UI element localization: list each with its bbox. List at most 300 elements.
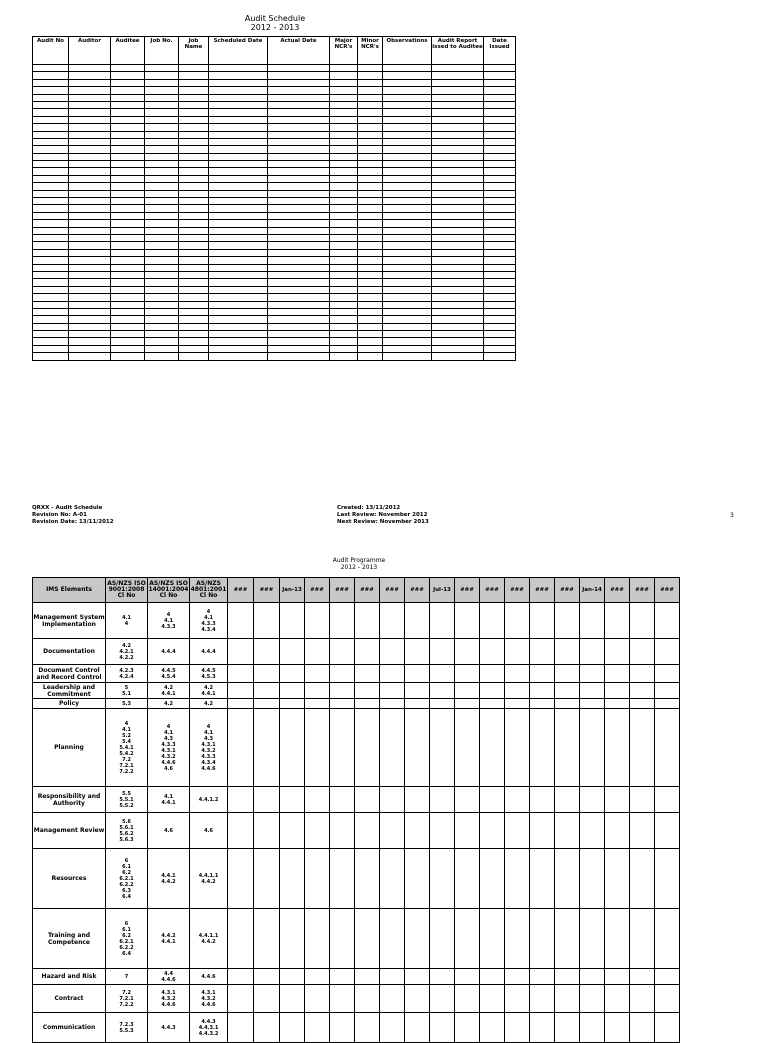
schedule-cell <box>330 116 358 123</box>
month-cell <box>505 813 530 849</box>
schedule-cell <box>209 264 268 271</box>
schedule-cell <box>268 116 330 123</box>
schedule-cell <box>179 264 209 271</box>
month-cell <box>280 1013 305 1043</box>
schedule-cell <box>268 234 330 241</box>
month-cell <box>505 849 530 909</box>
schedule-cell <box>179 94 209 101</box>
schedule-cell <box>268 294 330 301</box>
schedule-cell <box>484 87 516 94</box>
schedule-cell <box>145 94 179 101</box>
schedule-cell <box>484 353 516 360</box>
schedule-cell <box>209 294 268 301</box>
ims-element-cell: Contract <box>33 985 106 1013</box>
schedule-cell <box>268 109 330 116</box>
footer-last-review: Last Review: November 2012 <box>337 512 428 518</box>
schedule-cell <box>209 161 268 168</box>
schedule-cell <box>432 168 484 175</box>
schedule-cell <box>268 146 330 153</box>
schedule-cell <box>358 146 383 153</box>
month-cell <box>254 709 280 787</box>
schedule-row <box>33 257 516 264</box>
month-cell <box>280 665 305 683</box>
month-cell <box>305 709 330 787</box>
month-cell <box>580 603 605 639</box>
schedule-cell <box>111 109 145 116</box>
schedule-cell <box>209 101 268 108</box>
month-cell <box>405 909 430 969</box>
schedule-row <box>33 220 516 227</box>
schedule-cell <box>358 101 383 108</box>
month-cell <box>254 699 280 709</box>
schedule-cell <box>33 323 69 330</box>
schedule-cell <box>432 249 484 256</box>
month-cell <box>530 969 555 985</box>
schedule-cell <box>69 294 111 301</box>
schedule-cell <box>358 161 383 168</box>
month-cell <box>505 909 530 969</box>
schedule-cell <box>145 249 179 256</box>
schedule-cell <box>111 286 145 293</box>
iso-14001-clause-cell: 4 4.1 4.3.3 <box>148 603 190 639</box>
month-cell <box>555 683 580 699</box>
schedule-cell <box>209 331 268 338</box>
schedule-cell <box>358 131 383 138</box>
schedule-cell <box>383 101 432 108</box>
schedule-cell <box>69 138 111 145</box>
schedule-cell <box>268 87 330 94</box>
schedule-cell <box>145 353 179 360</box>
month-cell <box>228 683 254 699</box>
schedule-cell <box>268 168 330 175</box>
month-header-cell: ### <box>455 578 480 603</box>
month-cell <box>605 603 630 639</box>
iso-14001-clause-cell: 4.4.1 4.4.2 <box>148 849 190 909</box>
programme-row <box>33 787 680 813</box>
schedule-cell <box>358 345 383 352</box>
schedule-cell <box>330 242 358 249</box>
schedule-header-cell: Date Issued <box>484 37 516 65</box>
schedule-cell <box>69 183 111 190</box>
schedule-cell <box>179 101 209 108</box>
month-cell <box>405 969 430 985</box>
programme-row <box>33 639 680 665</box>
schedule-cell <box>145 101 179 108</box>
month-cell <box>330 969 355 985</box>
schedule-cell <box>69 79 111 86</box>
month-cell <box>280 787 305 813</box>
schedule-cell <box>330 234 358 241</box>
schedule-cell <box>383 161 432 168</box>
schedule-cell <box>209 94 268 101</box>
schedule-cell <box>358 301 383 308</box>
month-cell <box>405 603 430 639</box>
schedule-cell <box>209 65 268 72</box>
schedule-cell <box>432 308 484 315</box>
month-cell <box>555 787 580 813</box>
ims-element-cell: Leadership and Commitment <box>33 683 106 699</box>
header-iso-9001: AS/NZS ISO 9001:2008 Cl No <box>106 578 148 603</box>
schedule-cell <box>179 257 209 264</box>
month-cell <box>630 909 655 969</box>
schedule-cell <box>209 190 268 197</box>
schedule-cell <box>268 220 330 227</box>
schedule-cell <box>179 198 209 205</box>
schedule-cell <box>209 183 268 190</box>
month-cell <box>280 985 305 1013</box>
month-cell <box>280 909 305 969</box>
schedule-cell <box>33 146 69 153</box>
schedule-cell <box>484 198 516 205</box>
schedule-header-cell: Auditor <box>69 37 111 65</box>
schedule-cell <box>330 279 358 286</box>
schedule-cell <box>145 331 179 338</box>
schedule-cell <box>179 65 209 72</box>
month-cell <box>505 699 530 709</box>
schedule-cell <box>484 124 516 131</box>
schedule-cell <box>268 175 330 182</box>
schedule-cell <box>69 212 111 219</box>
month-cell <box>605 683 630 699</box>
month-cell <box>355 709 380 787</box>
schedule-cell <box>111 190 145 197</box>
month-cell <box>405 1013 430 1043</box>
schedule-cell <box>358 190 383 197</box>
schedule-cell <box>358 153 383 160</box>
schedule-cell <box>484 65 516 72</box>
ims-element-cell: Documentation <box>33 639 106 665</box>
schedule-cell <box>484 205 516 212</box>
month-cell <box>430 985 455 1013</box>
schedule-cell <box>330 331 358 338</box>
month-cell <box>330 665 355 683</box>
programme-row <box>33 665 680 683</box>
schedule-cell <box>179 79 209 86</box>
schedule-row <box>33 79 516 86</box>
schedule-row <box>33 279 516 286</box>
schedule-row <box>33 271 516 278</box>
programme-row <box>33 699 680 709</box>
iso-9001-clause-cell: 6 6.1 6.2 6.2.1 6.2.2 6.4 <box>106 909 148 969</box>
schedule-cell <box>179 124 209 131</box>
schedule-row <box>33 331 516 338</box>
schedule-cell <box>145 175 179 182</box>
month-cell <box>355 1013 380 1043</box>
schedule-cell <box>179 249 209 256</box>
month-cell <box>305 639 330 665</box>
schedule-cell <box>432 301 484 308</box>
schedule-cell <box>209 323 268 330</box>
schedule-cell <box>145 345 179 352</box>
month-cell <box>355 665 380 683</box>
schedule-header-cell: Observations <box>383 37 432 65</box>
schedule-row <box>33 175 516 182</box>
month-cell <box>305 787 330 813</box>
programme-header-row <box>33 578 680 603</box>
schedule-cell <box>268 190 330 197</box>
month-cell <box>605 699 630 709</box>
schedule-cell <box>268 249 330 256</box>
month-cell <box>280 969 305 985</box>
schedule-cell <box>179 183 209 190</box>
schedule-header-row <box>33 37 516 65</box>
schedule-cell <box>484 271 516 278</box>
month-cell <box>380 849 405 909</box>
iso-9001-clause-cell: 6 6.1 6.2 6.2.1 6.2.2 6.3 6.4 <box>106 849 148 909</box>
schedule-cell <box>383 116 432 123</box>
schedule-cell <box>111 279 145 286</box>
month-cell <box>380 665 405 683</box>
month-cell <box>630 639 655 665</box>
iso-9001-clause-cell: 4.1 4 <box>106 603 148 639</box>
iso-14001-clause-cell: 4.4.2 4.4.1 <box>148 909 190 969</box>
month-header-cell: ### <box>505 578 530 603</box>
month-cell <box>228 969 254 985</box>
month-cell <box>355 909 380 969</box>
schedule-row <box>33 345 516 352</box>
schedule-cell <box>33 286 69 293</box>
ims-element-cell: Planning <box>33 709 106 787</box>
schedule-cell <box>33 249 69 256</box>
schedule-cell <box>209 146 268 153</box>
schedule-cell <box>145 72 179 79</box>
schedule-cell <box>111 168 145 175</box>
ims-element-cell: Hazard and Risk <box>33 969 106 985</box>
schedule-cell <box>145 286 179 293</box>
iso-9001-clause-cell: 4 4.1 5.2 5.4 5.4.1 5.4.2 7.2 7.2.1 7.2.2 <box>106 709 148 787</box>
schedule-cell <box>358 220 383 227</box>
month-cell <box>580 639 605 665</box>
month-cell <box>405 709 430 787</box>
schedule-cell <box>111 323 145 330</box>
schedule-cell <box>268 286 330 293</box>
schedule-cell <box>330 94 358 101</box>
schedule-cell <box>179 294 209 301</box>
month-cell <box>305 603 330 639</box>
month-cell <box>555 639 580 665</box>
schedule-cell <box>111 146 145 153</box>
schedule-cell <box>33 79 69 86</box>
month-cell <box>380 639 405 665</box>
month-cell <box>530 603 555 639</box>
schedule-cell <box>111 65 145 72</box>
month-cell <box>280 813 305 849</box>
schedule-cell <box>209 286 268 293</box>
month-cell <box>430 683 455 699</box>
month-header-cell: Jul-13 <box>430 578 455 603</box>
month-cell <box>430 709 455 787</box>
month-cell <box>430 665 455 683</box>
schedule-cell <box>432 316 484 323</box>
iso-9001-clause-cell: 7.2.3 5.5.3 <box>106 1013 148 1043</box>
schedule-cell <box>33 220 69 227</box>
schedule-cell <box>69 190 111 197</box>
schedule-cell <box>179 116 209 123</box>
iso-9001-clause-cell: 7.2 7.2.1 7.2.2 <box>106 985 148 1013</box>
month-cell <box>655 787 680 813</box>
schedule-cell <box>358 353 383 360</box>
month-cell <box>455 969 480 985</box>
schedule-cell <box>484 79 516 86</box>
schedule-cell <box>111 331 145 338</box>
schedule-cell <box>69 271 111 278</box>
schedule-cell <box>268 316 330 323</box>
schedule-cell <box>111 161 145 168</box>
schedule-cell <box>484 227 516 234</box>
schedule-cell <box>383 72 432 79</box>
month-cell <box>228 639 254 665</box>
schedule-cell <box>432 183 484 190</box>
month-cell <box>330 787 355 813</box>
month-cell <box>380 709 405 787</box>
month-cell <box>530 639 555 665</box>
schedule-cell <box>33 72 69 79</box>
month-header-cell: ### <box>305 578 330 603</box>
month-cell <box>505 969 530 985</box>
schedule-cell <box>209 87 268 94</box>
month-cell <box>530 909 555 969</box>
month-cell <box>655 603 680 639</box>
month-cell <box>630 813 655 849</box>
schedule-cell <box>358 294 383 301</box>
schedule-header-cell: Minor NCR's <box>358 37 383 65</box>
schedule-cell <box>330 249 358 256</box>
schedule-cell <box>484 242 516 249</box>
schedule-cell <box>179 308 209 315</box>
month-cell <box>630 969 655 985</box>
month-cell <box>254 985 280 1013</box>
schedule-cell <box>69 249 111 256</box>
schedule-header-cell: Audit No <box>33 37 69 65</box>
month-cell <box>530 787 555 813</box>
schedule-cell <box>484 153 516 160</box>
month-cell <box>280 639 305 665</box>
schedule-cell <box>358 205 383 212</box>
month-cell <box>480 909 505 969</box>
month-cell <box>655 683 680 699</box>
schedule-cell <box>383 131 432 138</box>
schedule-row <box>33 286 516 293</box>
month-cell <box>455 813 480 849</box>
schedule-row <box>33 146 516 153</box>
month-cell <box>380 787 405 813</box>
ims-element-cell: Policy <box>33 699 106 709</box>
audit-programme-table <box>32 577 680 1043</box>
schedule-cell <box>330 308 358 315</box>
schedule-cell <box>383 183 432 190</box>
header-ims-elements: IMS Elements <box>33 578 106 603</box>
schedule-cell <box>268 264 330 271</box>
month-cell <box>330 639 355 665</box>
month-cell <box>580 1013 605 1043</box>
schedule-row <box>33 353 516 360</box>
schedule-cell <box>145 198 179 205</box>
schedule-row <box>33 161 516 168</box>
schedule-cell <box>33 65 69 72</box>
schedule-cell <box>69 316 111 323</box>
schedule-cell <box>33 161 69 168</box>
schedule-cell <box>432 264 484 271</box>
schedule-cell <box>432 146 484 153</box>
programme-row <box>33 683 680 699</box>
schedule-cell <box>330 131 358 138</box>
month-cell <box>555 603 580 639</box>
schedule-cell <box>432 138 484 145</box>
schedule-cell <box>330 345 358 352</box>
schedule-cell <box>33 331 69 338</box>
schedule-cell <box>268 183 330 190</box>
month-cell <box>630 665 655 683</box>
month-cell <box>430 603 455 639</box>
month-cell <box>480 849 505 909</box>
schedule-row <box>33 242 516 249</box>
month-cell <box>480 683 505 699</box>
schedule-cell <box>330 271 358 278</box>
schedule-cell <box>358 331 383 338</box>
schedule-cell <box>33 271 69 278</box>
schedule-cell <box>268 101 330 108</box>
schedule-period: 2012 - 2013 <box>250 23 300 32</box>
schedule-cell <box>358 198 383 205</box>
schedule-cell <box>432 353 484 360</box>
schedule-cell <box>33 345 69 352</box>
month-cell <box>530 709 555 787</box>
schedule-cell <box>179 331 209 338</box>
schedule-cell <box>145 79 179 86</box>
iso-9001-clause-cell: 5.5 5.5.1 5.5.2 <box>106 787 148 813</box>
schedule-cell <box>69 101 111 108</box>
month-cell <box>480 787 505 813</box>
schedule-cell <box>330 205 358 212</box>
month-cell <box>355 683 380 699</box>
month-cell <box>605 709 630 787</box>
schedule-cell <box>358 279 383 286</box>
month-cell <box>355 985 380 1013</box>
month-cell <box>505 787 530 813</box>
month-cell <box>405 849 430 909</box>
month-cell <box>505 603 530 639</box>
month-cell <box>405 639 430 665</box>
schedule-header-cell: Auditee <box>111 37 145 65</box>
schedule-cell <box>69 116 111 123</box>
schedule-cell <box>484 183 516 190</box>
schedule-cell <box>179 220 209 227</box>
schedule-cell <box>179 168 209 175</box>
schedule-cell <box>69 234 111 241</box>
schedule-cell <box>358 242 383 249</box>
schedule-row <box>33 124 516 131</box>
schedule-row <box>33 131 516 138</box>
month-cell <box>305 813 330 849</box>
schedule-cell <box>179 109 209 116</box>
schedule-cell <box>484 301 516 308</box>
schedule-cell <box>111 345 145 352</box>
month-cell <box>380 909 405 969</box>
month-cell <box>455 639 480 665</box>
schedule-cell <box>432 279 484 286</box>
schedule-cell <box>145 138 179 145</box>
schedule-row <box>33 234 516 241</box>
month-cell <box>405 665 430 683</box>
month-cell <box>630 603 655 639</box>
schedule-cell <box>209 316 268 323</box>
schedule-cell <box>111 264 145 271</box>
schedule-cell <box>179 242 209 249</box>
schedule-cell <box>33 308 69 315</box>
schedule-cell <box>383 205 432 212</box>
month-cell <box>630 709 655 787</box>
iso-14001-clause-cell: 4.4.3 <box>148 1013 190 1043</box>
